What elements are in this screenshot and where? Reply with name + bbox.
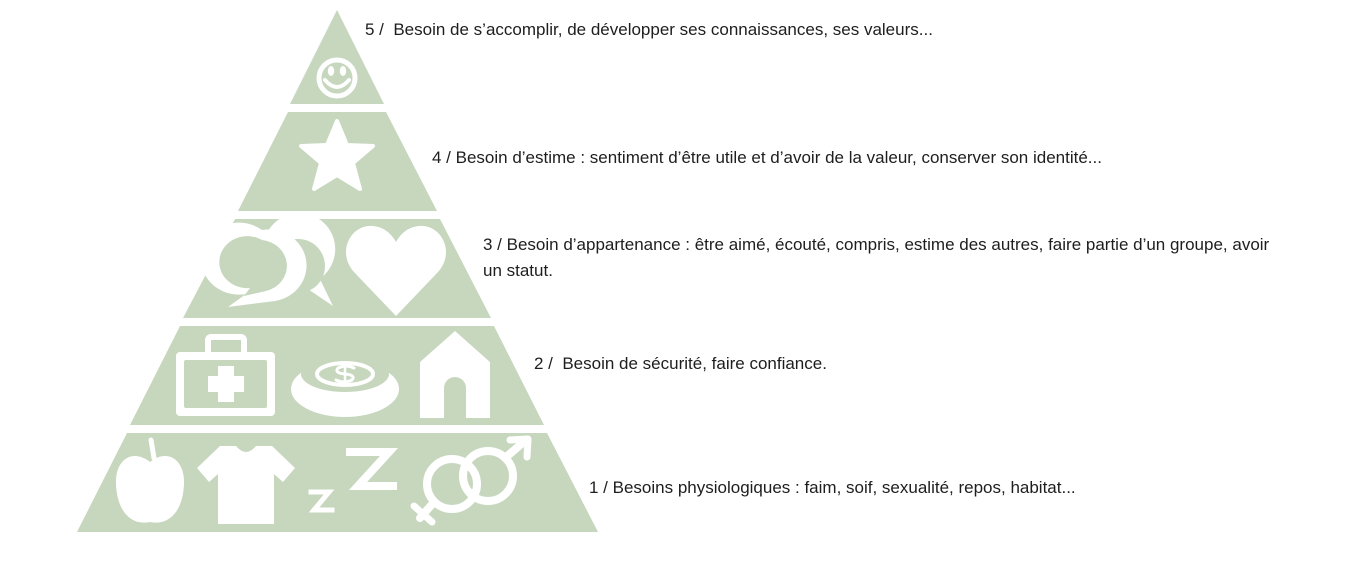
level-5-label: 5 / Besoin de s’accomplir, de développer ses connaissances, ses valeurs... (365, 20, 933, 39)
level-2-label: 2 / Besoin de sécurité, faire confiance. (534, 354, 827, 373)
level-3-label: 3 / Besoin d’appartenance : être aimé, écouté, compris, estime des autres, faire partie d’un groupe, avoir un statut. (483, 235, 1274, 280)
pyramid-level-2 (130, 326, 544, 425)
pyramid-level-1 (77, 433, 598, 532)
level-4-label: 4 / Besoin d’estime : sentiment d’être utile et d’avoir de la valeur, conserver son identité... (432, 148, 1102, 167)
level-1-label: 1 / Besoins physiologiques : faim, soif, sexualité, repos, habitat... (589, 478, 1076, 497)
pyramid-level-3 (183, 213, 491, 318)
pyramid-level-4 (238, 112, 437, 211)
coin-icon (291, 356, 399, 417)
